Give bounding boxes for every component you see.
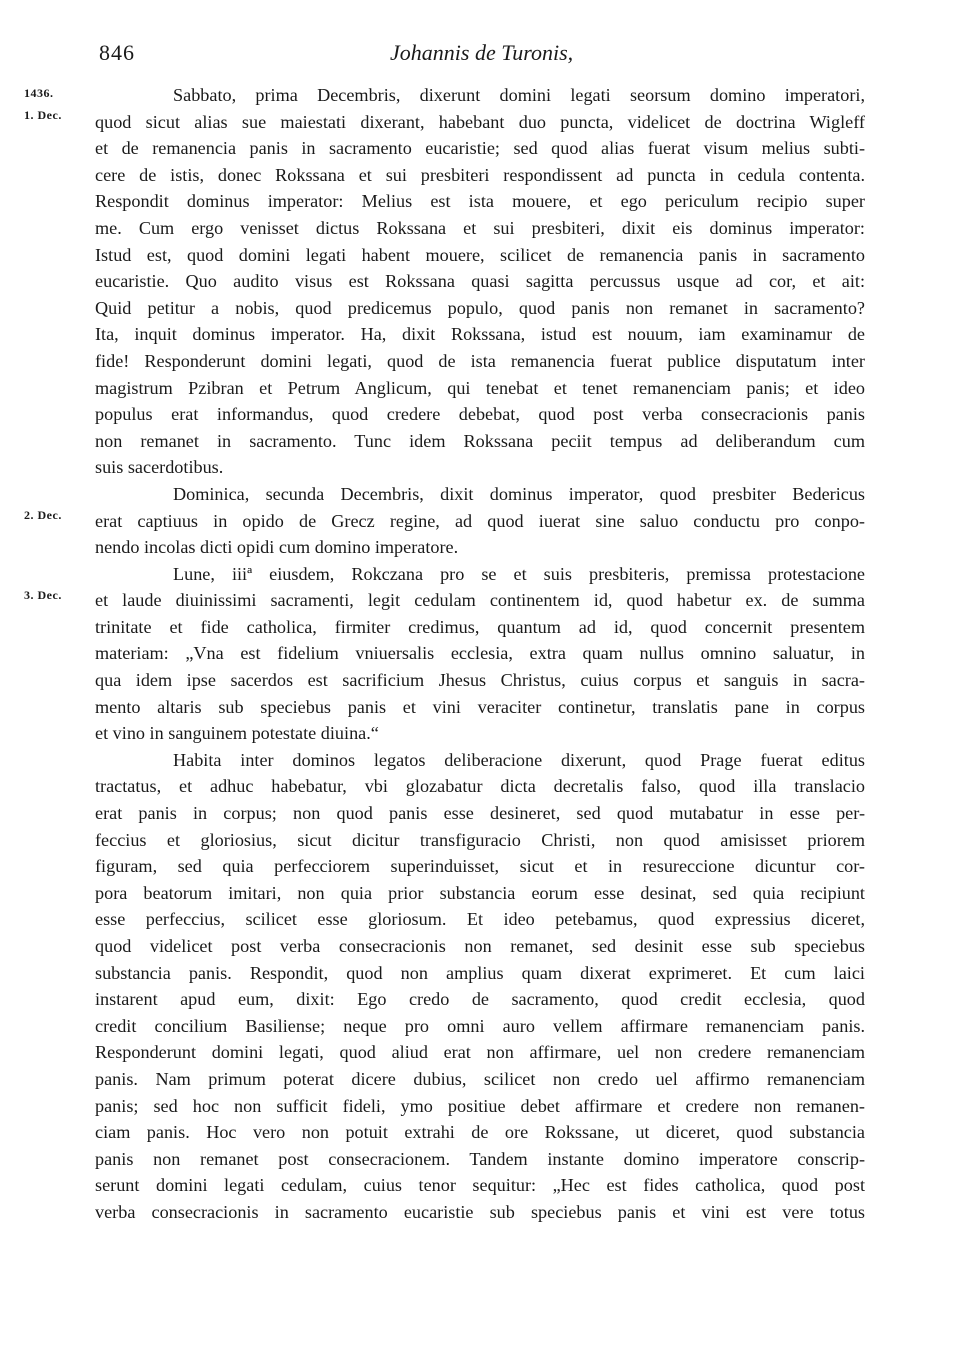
text-line: erat captiuus in opido de Grecz regine, ad quod iuerat sine saluo conductu pro conpo- xyxy=(95,510,865,531)
text-line: Sabbato, prima Decembris, dixerunt domini legati seorsum domino imperatori, xyxy=(173,85,865,105)
text-line: et de remanencia panis in sacramento eucaristie; sed quod alias fuerat visum melius subti- xyxy=(95,138,865,159)
text-line: feccius et gloriosius, sicut dicitur transfiguracio Christi, non quod amisisset priorem xyxy=(95,829,865,850)
text-line: populus erat informandus, quod credere debebat, quod post verba consecracionis panis xyxy=(95,404,865,425)
text-line: erat panis in corpus; non quod panis esse desineret, sed quod mutabatur in esse per- xyxy=(95,803,865,824)
text-line: magistrum Pzibran et Petrum Anglicum, qui tenebat et tenet remanenciam panis; et ideo xyxy=(95,377,865,398)
text-line: et vino in sanguinem potestate diuina.“ xyxy=(95,723,379,744)
text-line: cere de istis, donec Rokssana et sui presbiteri respondissent ad puncta in cedula contenta. xyxy=(95,164,865,185)
text-line: Lune, iiiª eiusdem, Rokczana pro se et suis presbiteris, premissa protestacione xyxy=(173,563,865,584)
text-line: instarent apud eum, dixit: Ego credo de sacramento, quod credit ecclesia, quod xyxy=(95,989,865,1010)
margin-note-dec2: 2. Dec. xyxy=(24,508,62,522)
text-line: Dominica, secunda Decembris, dixit dominus imperator, quod presbiter Bedericus xyxy=(173,483,865,504)
text-line: materiam: „Vna est fidelium vniuersalis ecclesia, extra quam nullus omnino saluatur, in xyxy=(95,643,865,664)
text-line: mento altaris sub speciebus panis et vini veraciter continetur, translatis pane in corpus xyxy=(95,696,865,717)
text-line: Respondit dominus imperator: Melius est ista mouere, et ego periculum recipio super xyxy=(95,191,865,212)
text-line: me. Cum ergo venisset dictus Rokssana et sui presbiteri, dixit eis dominus imperator: xyxy=(95,217,865,238)
text-line: trinitate et fide catholica, firmiter credimus, quantum ad id, quod concernit presentem xyxy=(95,616,865,637)
text-line: quod sicut alias sue maiestati dixerant, habebant duo puncta, videlicet de doctrina Wigleff xyxy=(95,111,865,132)
text-line: Ita, inquit dominus imperator. Ha, dixit Rokssana, istud est nouum, iam examinamur de xyxy=(95,324,865,345)
running-head: Johannis de Turonis, xyxy=(390,40,574,65)
margin-note-dec1: 1. Dec. xyxy=(24,108,62,122)
margin-note-dec3: 3. Dec. xyxy=(24,588,62,602)
page-number: 846 xyxy=(99,40,135,65)
text-line: pora beatorum imitari, non quia prior substancia eorum esse desinat, sed quia recipiunt xyxy=(95,882,865,903)
text-line: figuram, sed quia perfecciorem superinduisset, sicut et in resureccione dicuntur cor- xyxy=(95,856,865,877)
text-line: ciam panis. Hoc vero non potuit extrahi de ore Rokssane, ut diceret, quod substancia xyxy=(95,1122,865,1143)
text-line: suis sacerdotibus. xyxy=(95,457,224,478)
text-line: quod videlicet post verba consecracionis non remanet, sed desinit esse sub speciebus xyxy=(95,936,865,956)
text-line: panis; sed hoc non sufficit fideli, ymo positiue debet affirmare et credere non remanen- xyxy=(95,1095,865,1116)
text-line: et laude diuinissimi sacramenti, legit cedulam continentem id, quod habetur ex. de summa xyxy=(95,590,865,611)
text-line: credit concilium Basiliense; neque pro omni auro vellem affirmare remanenciam panis. xyxy=(95,1015,865,1036)
text-line: fide! Responderunt domini legati, quod de ista remanencia fuerat publice disputatum inter xyxy=(95,350,865,371)
text-line: tractatus, et adhuc habebatur, vbi glozabatur dicta decretalis falso, quod illa translacio xyxy=(95,776,865,797)
text-line: panis non remanet post consecracionem. Tandem instante domino imperatore conscrip- xyxy=(95,1148,865,1169)
text-line: substancia panis. Respondit, quod non amplius quam dixerat exprimeret. Et cum laici xyxy=(95,962,865,983)
text-line: eucaristie. Quo audito visus est Rokssana quasi sagitta percussus usque ad cor, et ait: xyxy=(95,271,865,292)
text-line: non remanet in sacramento. Tunc idem Rokssana peciit tempus ad deliberandum cum xyxy=(95,430,865,451)
text-line: serunt domini legati cedulam, cuius tenor sequitur: „Hec est fides catholica, quod post xyxy=(95,1175,865,1196)
body-text xyxy=(95,82,865,1226)
text-line: Istud est, quod domini legati habent mouere, scilicet de remanencia panis in sacramento xyxy=(95,244,865,265)
text-line: esse perfeccius, scilicet esse gloriosum. Et ideo petebamus, quod expressius diceret, xyxy=(95,909,865,930)
text-line: panis. Nam primum poterat dicere dubius, scilicet non credo uel affirmo remanenciam xyxy=(95,1068,865,1089)
text-line: Quid petitur a nobis, quod predicemus populo, quod panis non remanet in sacramento? xyxy=(95,297,865,318)
text-line: Responderunt domini legati, quod aliud erat non affirmare, uel non credere remanenciam xyxy=(95,1042,865,1063)
text-line: nendo incolas dicti opidi cum domino imperatore. xyxy=(95,537,459,558)
text-line: qua idem ipse sacerdos est sacrificium Jhesus Christus, cuius corpus et sanguis in sacra- xyxy=(95,670,865,691)
text-line: verba consecracionis in sacramento eucaristie sub speciebus panis et vini est vere totus xyxy=(95,1201,865,1222)
text-line: Habita inter dominos legatos deliberacione dixerunt, quod Prage fuerat editus xyxy=(173,749,865,770)
margin-note-year: 1436. xyxy=(24,86,54,100)
